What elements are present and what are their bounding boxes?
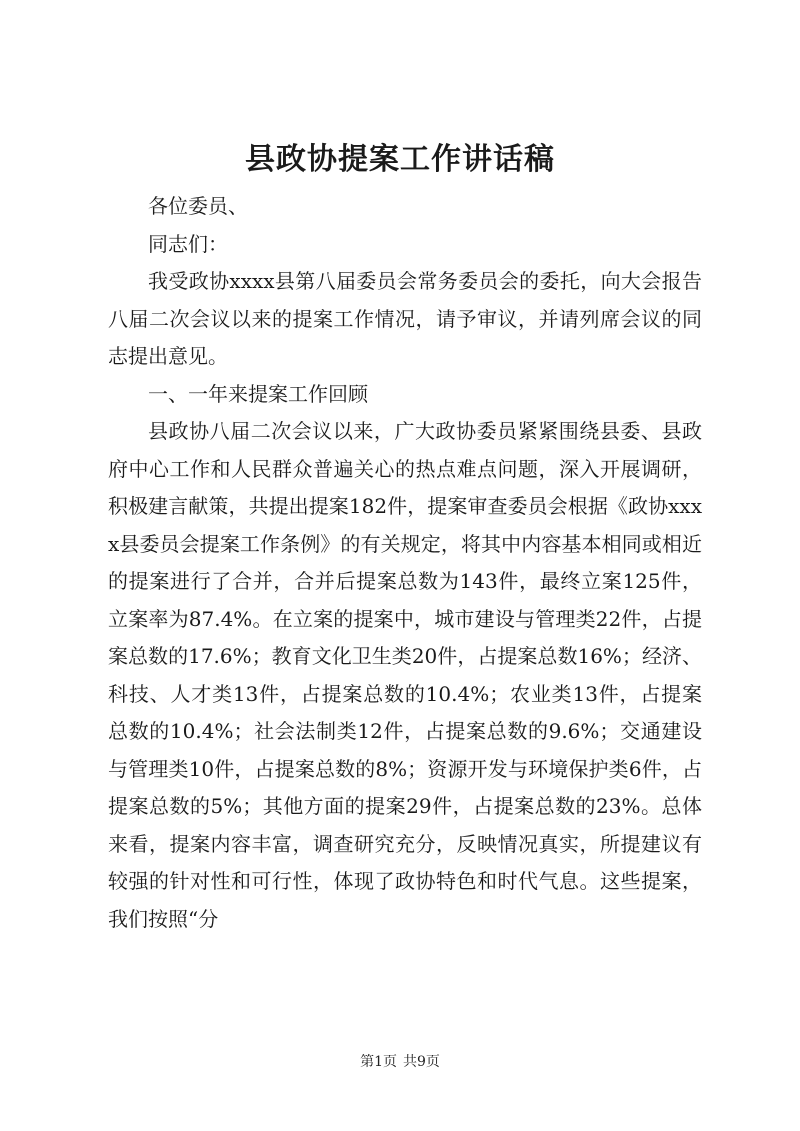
document-body xyxy=(108,188,702,938)
page-total: 共9页 xyxy=(403,1054,440,1070)
page-number: 第1页 xyxy=(360,1054,397,1070)
page-footer xyxy=(0,1052,800,1072)
salutation-line-1: 各位委员、 xyxy=(148,194,248,218)
section-heading: 一、一年来提案工作回顾 xyxy=(148,381,368,406)
salutation-line-2: 同志们： xyxy=(148,231,228,256)
document-title: 县政协提案工作讲话稿 xyxy=(245,142,555,177)
intro-paragraph: 我受政协xxxx县第八届委员会常务委员会的委托，向大会报告八届二次会议以来的提案工作情况，请予审议，并请列席会议的同志提出意见。 xyxy=(108,269,702,368)
body-paragraph: 县政协八届二次会议以来，广大政协委员紧紧围绕县委、县政府中心工作和人民群众普遍关心的热点难点问题，深入开展调研，积极建言献策，共提出提案182件，提案审查委员会根据《政协xxxx县委员会提案工作条例》的有关规定，将其中内容基本相同或相近的提案进行了合并，合并后提案总数为143件，最终立案125件，立案率为87.4%。在立案的提案中，城市建设与管理类22件，占提案总数的17.6%；教育文化卫生类20件，占提案总数16%；经济、科技、人才类13件，占提案总数的10.4%；农业类13件，占提案总数的10.4%；社会法制类12件，占提案总数的9.6%；交通建设与管理类10件，占提案总数的8%；资源开发与环境保护类6件，占提案总数的5%；其他方面的提案29件，占提案总数的23%。总体来看，提案内容丰富，调查研究充分，反映情况真实，所提建议有较强的针对性和可行性，体现了政协特色和时代气息。这些提案，我们按照“分 xyxy=(108,419,702,931)
